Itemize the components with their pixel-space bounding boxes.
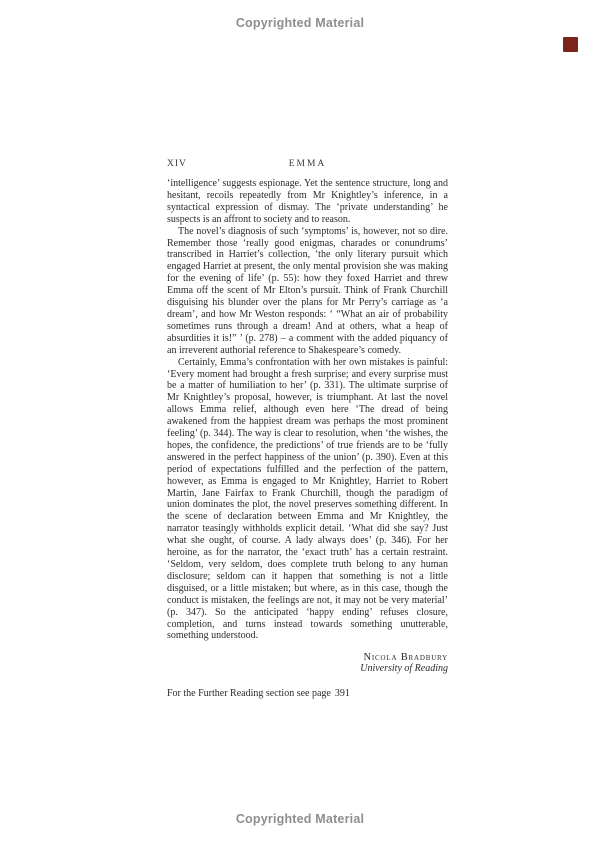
intro-paragraph-2: The novel’s diagnosis of such ‘symptoms’ is, however, not so dire. Remember those ‘really good enigmas, charades or conundrums’ transcribed in Harriet’s collection, ‘the only literary pursuit which engaged Harriet at present, the only mental provision she was making for the evening of life’ (p. 55): how they foxed Harriet and threw Emma off the scent of Mr Elton’s pursuit. Think of Frank Churchill disguising his blunder over the plans for Mr Perry’s carriage as ‘a dream’, and how Mr Weston responds: ‘ “What an air of probability sometimes runs through a dream! And at others, what a heap of absurdities it is!” ’ (p. 278) – a comment with the added piquancy of an irreverent authorial reference to Shakespeare’s comedy.: [167, 225, 448, 356]
copyright-banner-bottom: Copyrighted Material: [235, 812, 365, 826]
running-head: [167, 159, 448, 171]
further-reading-page-number: 391: [334, 688, 350, 700]
copyright-banner-top: Copyrighted Material: [235, 16, 365, 30]
intro-paragraph-1: ‘intelligence’ suggests espionage. Yet the sentence structure, long and hesitant, recoils repeatedly from Mr Knightley’s inference, in a syntactical expression of dismay. The ‘private understanding’ he suspects is an affront to society and to reason.: [167, 178, 448, 225]
author-affiliation: University of Reading: [360, 663, 448, 675]
further-reading-text: For the Further Reading section see page: [167, 688, 331, 700]
intro-paragraph-3: Certainly, Emma’s confrontation with her own mistakes is painful: ‘Every moment had brought a fresh surprise; and every surprise must be a matter of humiliation to her’ (p. 331). The ultimate surprise of Mr Knightley’s proposal, however, is triumphant. At last the novel allows Emma relief, although even here ‘The dread of being awakened from the happiest dream was perhaps the most prominent feeling’ (p. 344). The way is clear to resolution, when ‘the wishes, the hopes, the confidence, the predictions’ of true friends are to be ‘fully answered in the perfect happiness of the union’ (p. 390). Even at this period of expectations fulfilled and the perfection of the pattern, however, as Emma is engaged to Mr Knightley, Harriet to Robert Martin, Jane Fairfax to Frank Churchill, though the paradigm of union dominates the plot, the novel preserves something different. In the scene of declaration between Emma and Mr Knightley, the narrator teasingly withholds explicit detail. ‘What did she say? Just what she ought, of course. A lady always does’ (p. 346). For her heroine, as for the narrator, the ‘exact truth’ has a certain restraint. ‘Seldom, very seldom, does complete truth belong to any human disclosure; seldom can it happen that something is not a little disguised, or a little mistaken; but where, as in this case, though the conduct is mistaken, the feelings are not, it may not be very material’ (p. 347). So the anticipated ‘happy ending’ refuses closure, completion, and turns instead towards something unutterable, something understood.: [167, 356, 448, 642]
red-corner-mark: [563, 37, 578, 52]
page-content: [167, 159, 448, 699]
book-title: EMMA: [288, 159, 327, 169]
further-reading-note: [167, 688, 448, 699]
page-number-roman: XIV: [167, 159, 187, 169]
author-signature: [167, 652, 448, 675]
author-name: Nicola Bradbury: [363, 652, 448, 664]
